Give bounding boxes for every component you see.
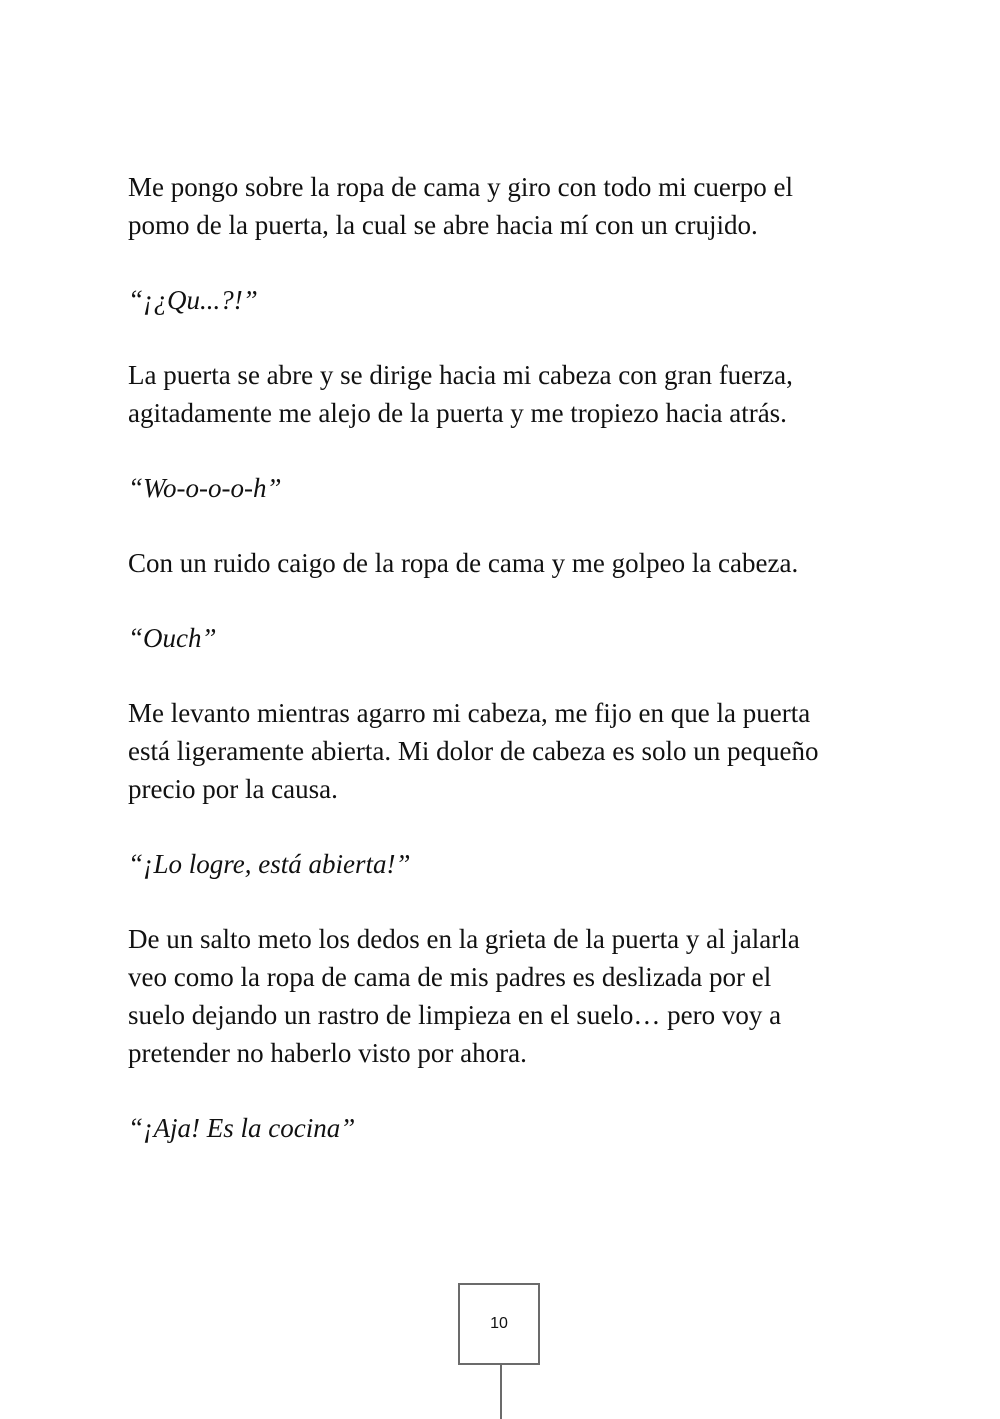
paragraph-1 bbox=[128, 168, 888, 244]
paragraph-line: está ligeramente abierta. Mi dolor de cabeza es solo un pequeño bbox=[128, 736, 819, 766]
paragraph-line: La puerta se abre y se dirige hacia mi cabeza con gran fuerza, bbox=[128, 360, 793, 390]
paragraph-line: suelo dejando un rastro de limpieza en el suelo… pero voy a bbox=[128, 1000, 782, 1030]
page-body bbox=[128, 168, 888, 1147]
dialogue-1: “¡¿Qu...?!” bbox=[128, 285, 258, 315]
paragraph-line: pretender no haberlo visto por ahora. bbox=[128, 1038, 527, 1068]
paragraph-line: pomo de la puerta, la cual se abre hacia mí con un crujido. bbox=[128, 210, 758, 240]
paragraph-line: De un salto meto los dedos en la grieta de la puerta y al jalarla bbox=[128, 924, 800, 954]
page-number: 10 bbox=[490, 1315, 508, 1332]
paragraph-line: veo como la ropa de cama de mis padres es deslizada por el bbox=[128, 962, 772, 992]
paragraph-5 bbox=[128, 920, 888, 1072]
paragraph-line: agitadamente me alejo de la puerta y me tropiezo hacia atrás. bbox=[128, 398, 787, 428]
paragraph-2 bbox=[128, 356, 888, 432]
paragraph-line: Con un ruido caigo de la ropa de cama y me golpeo la cabeza. bbox=[128, 548, 799, 578]
dialogue-4: “¡Lo logre, está abierta!” bbox=[128, 849, 411, 879]
dialogue-5: “¡Aja! Es la cocina” bbox=[128, 1113, 356, 1143]
page-number-box bbox=[458, 1283, 540, 1365]
paragraph-line: Me pongo sobre la ropa de cama y giro con todo mi cuerpo el bbox=[128, 172, 794, 202]
page-number-stem bbox=[500, 1365, 502, 1419]
paragraph-4 bbox=[128, 694, 888, 808]
dialogue-2: “Wo-o-o-o-h” bbox=[128, 473, 282, 503]
dialogue-3: “Ouch” bbox=[128, 623, 217, 653]
paragraph-line: precio por la causa. bbox=[128, 774, 338, 804]
paragraph-3 bbox=[128, 544, 888, 582]
paragraph-line: Me levanto mientras agarro mi cabeza, me fijo en que la puerta bbox=[128, 698, 811, 728]
